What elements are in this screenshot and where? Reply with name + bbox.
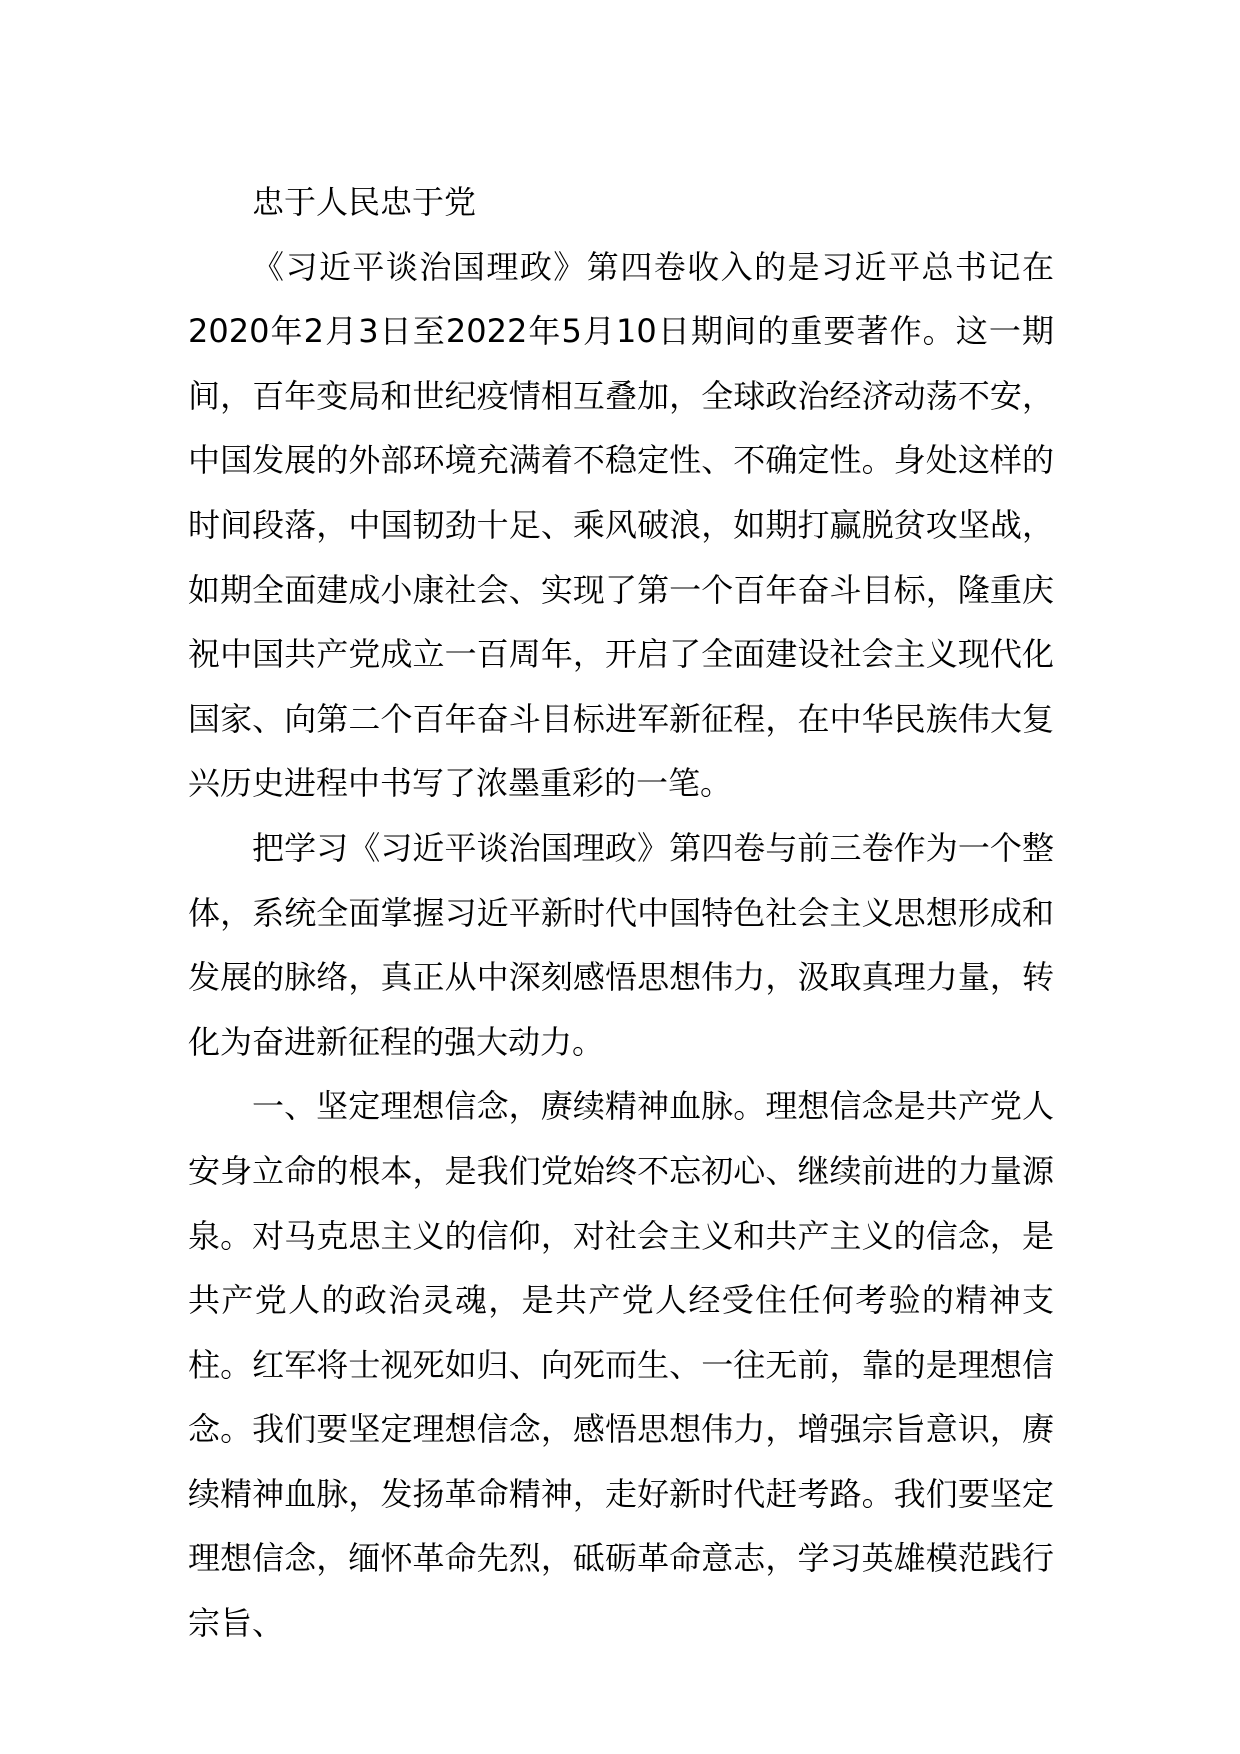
paragraph-section-one: 一、坚定理想信念，赓续精神血脉。理想信念是共产党人安身立命的根本，是我们党始终不忘初心、继续前进的力量源泉。对马克思主义的信仰，对社会主义和共产主义的信念，是共产党人的政治灵魂，是共产党人经受住任何考验的精神支柱。红军将士视死如归、向死而生、一往无前，靠的是理想信念。我们要坚定理想信念，感悟思想伟力，增强宗旨意识，赓续精神血脉，发扬革命精神，走好新时代赶考路。我们要坚定理想信念，缅怀革命先烈，砥砺革命意志，学习英雄模范践行宗旨、 <box>188 1087 1054 1643</box>
paragraph-intro: 《习近平谈治国理政》第四卷收入的是习近平总书记在2020年2月3日至2022年5月10日期间的重要著作。这一期间，百年变局和世纪疫情相互叠加，全球政治经济动荡不安，中国发展的外部环境充满着不稳定性、不确定性。身处这样的时间段落，中国韧劲十足、乘风破浪，如期打赢脱贫攻坚战，如期全面建成小康社会、实现了第一个百年奋斗目标，隆重庆祝中国共产党成立一百周年，开启了全面建设社会主义现代化国家、向第二个百年奋斗目标进军新征程，在中华民族伟大复兴历史进程中书写了浓墨重彩的一笔。 <box>188 247 1054 803</box>
document-body <box>188 170 1054 1656</box>
document-heading: 忠于人民忠于党 <box>252 183 477 221</box>
paragraph-study: 把学习《习近平谈治国理政》第四卷与前三卷作为一个整体，系统全面掌握习近平新时代中国特色社会主义思想形成和发展的脉络，真正从中深刻感悟思想伟力，汲取真理力量，转化为奋进新征程的强大动力。 <box>188 828 1054 1061</box>
